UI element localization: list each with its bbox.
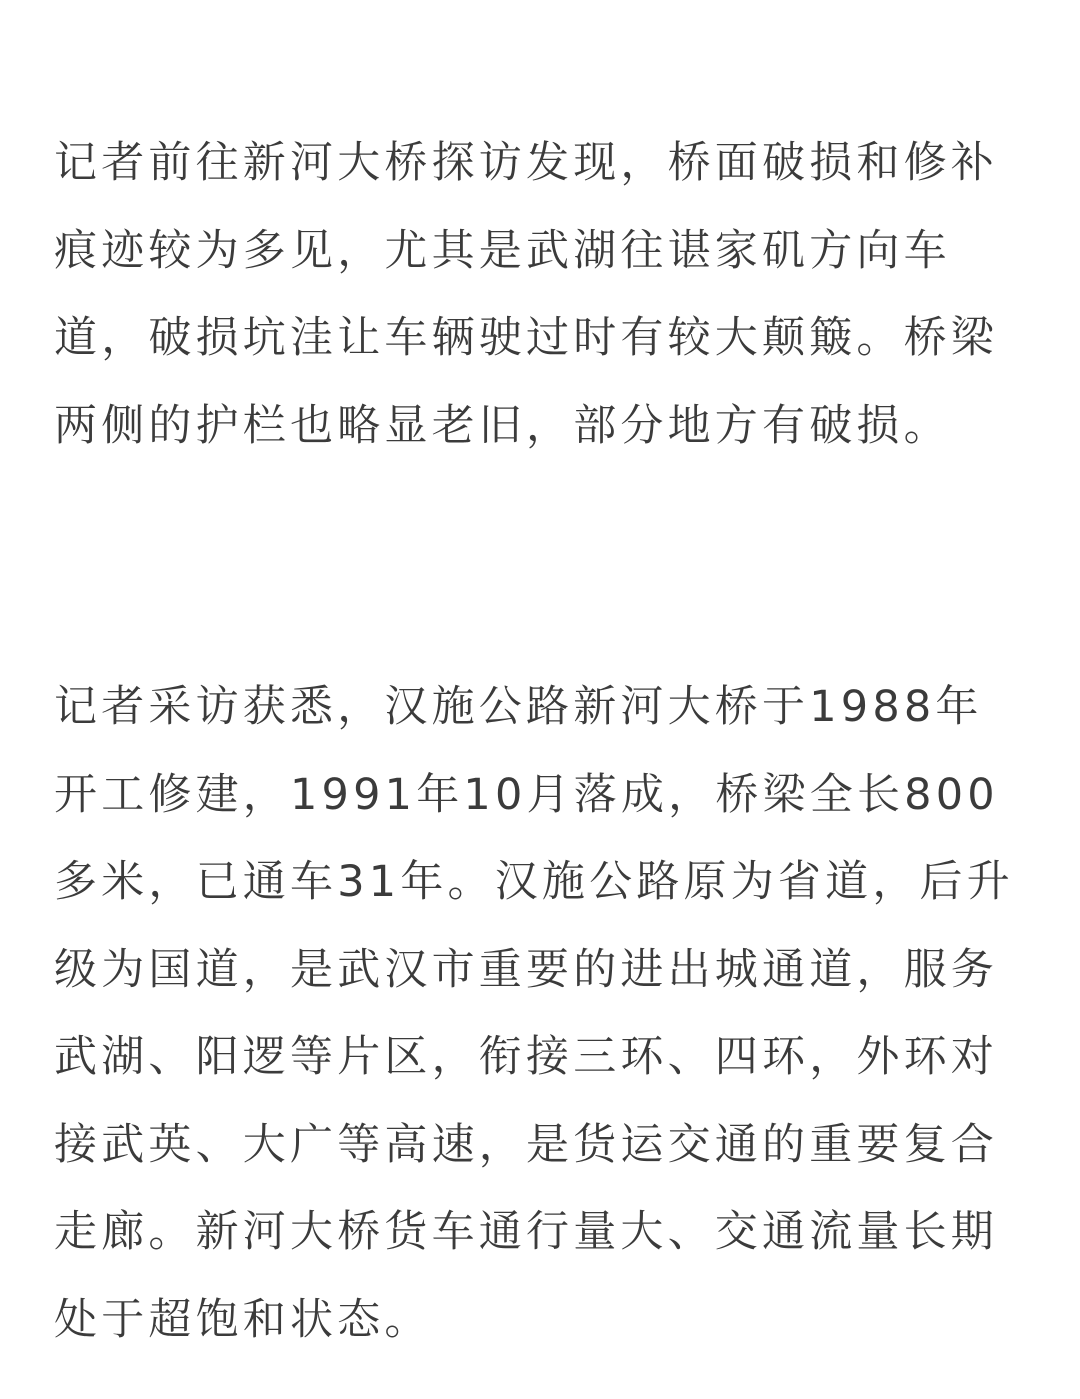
paragraph-bridge-damage: 记者前往新河大桥探访发现，桥面破损和修补痕迹较为多见，尤其是武湖往谌家矶方向车道，破损坑洼让车辆驶过时有较大颠簸。桥梁两侧的护栏也略显老旧，部分地方有破损。 <box>54 138 998 451</box>
paragraph-bridge-history: 记者采访获悉，汉施公路新河大桥于1988年开工修建，1991年10月落成，桥梁全长800多米，已通车31年。汉施公路原为省道，后升级为国道，是武汉市重要的进出城通道，服务武湖、阳逻等片区，衔接三环、四环，外环对接武英、大广等高速，是货运交通的重要复合走廊。新河大桥货车通行量大、交通流量长期处于超饱和状态。 <box>54 682 1014 1345</box>
